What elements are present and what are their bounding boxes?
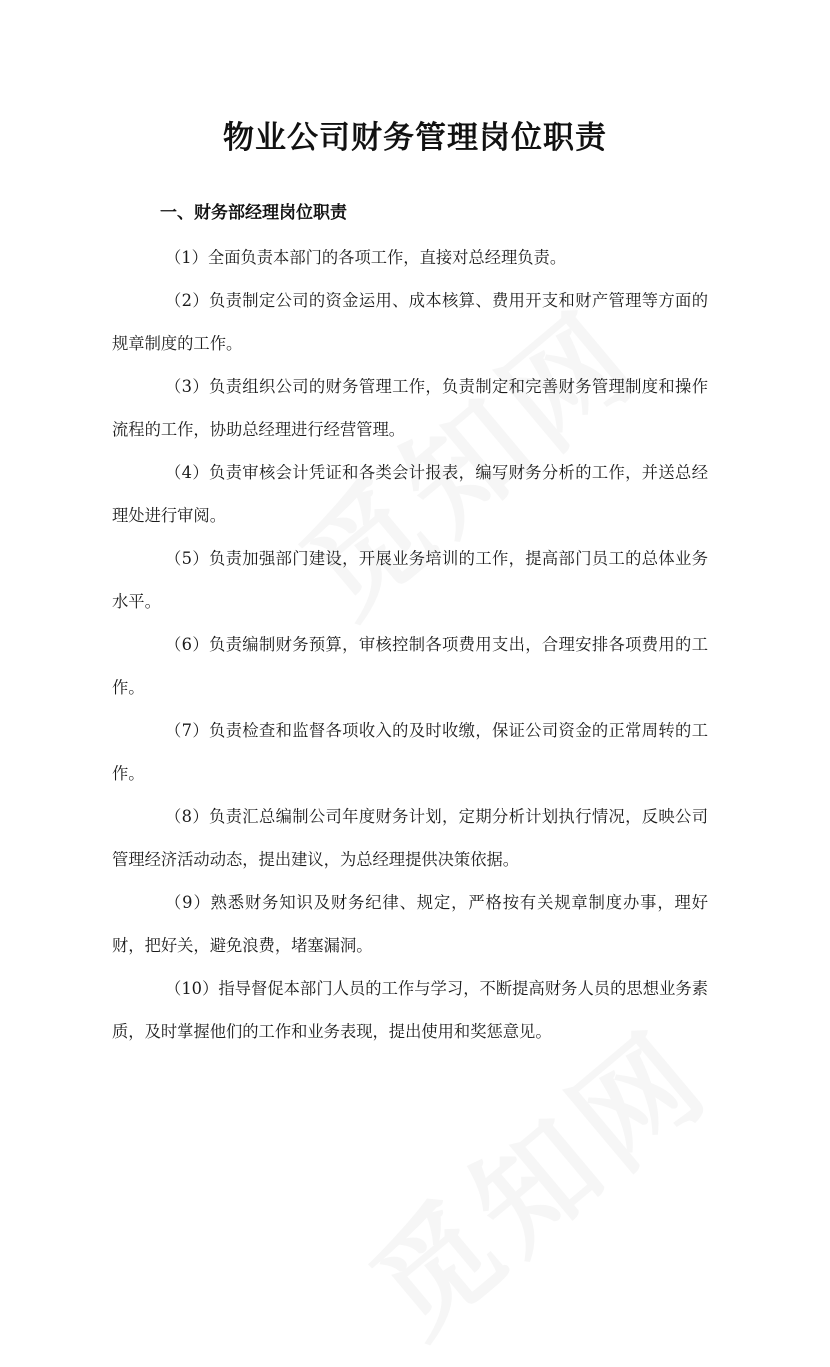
duty-item: （7）负责检查和监督各项收入的及时收缴，保证公司资金的正常周转的工作。 — [112, 721, 708, 783]
duty-item: （1）全面负责本部门的各项工作，直接对总经理负责。 — [165, 248, 567, 267]
duty-list — [112, 236, 708, 1053]
duty-item: （10）指导督促本部门人员的工作与学习，不断提高财务人员的思想业务素质，及时掌握他们的工作和业务表现，提出使用和奖惩意见。 — [112, 979, 708, 1041]
duty-item: （9）熟悉财务知识及财务纪律、规定，严格按有关规章制度办事，理好财，把好关，避免浪费，堵塞漏洞。 — [112, 893, 708, 955]
duty-item: （2）负责制定公司的资金运用、成本核算、费用开支和财产管理等方面的规章制度的工作。 — [112, 291, 708, 353]
duty-item: （5）负责加强部门建设，开展业务培训的工作，提高部门员工的总体业务水平。 — [112, 549, 708, 611]
duty-item: （8）负责汇总编制公司年度财务计划，定期分析计划执行情况，反映公司管理经济活动动态，提出建议，为总经理提供决策依据。 — [112, 807, 708, 869]
duty-item: （4）负责审核会计凭证和各类会计报表，编写财务分析的工作，并送总经理处进行审阅。 — [112, 463, 708, 525]
section-heading: 一、财务部经理岗位职责 — [160, 203, 347, 223]
duty-item: （6）负责编制财务预算，审核控制各项费用支出，合理安排各项费用的工作。 — [112, 635, 708, 697]
page-title: 物业公司财务管理岗位职责 — [223, 120, 607, 156]
duty-item: （3）负责组织公司的财务管理工作，负责制定和完善财务管理制度和操作流程的工作，协助总经理进行经营管理。 — [112, 377, 708, 439]
